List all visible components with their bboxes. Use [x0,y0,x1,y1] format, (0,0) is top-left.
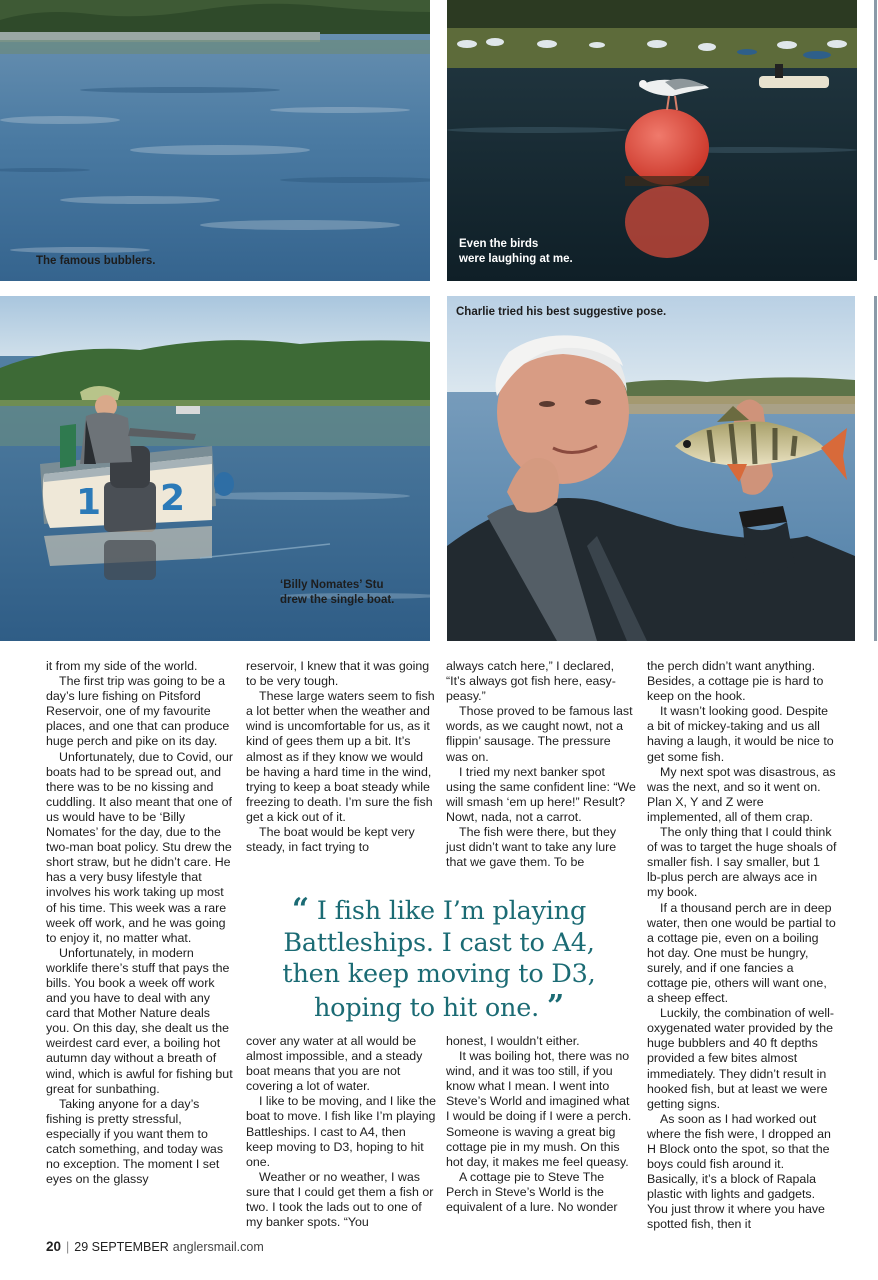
article-column-4 [647,659,837,1233]
paragraph: I tried my next banker spot using the same confident line: “We will smash ‘em up here!” Result? Nowt, nada, not a carrot. [446,764,636,824]
pull-quote-text: I fish like I’m playing Battleships. I cast to A4, then keep moving to D3, hoping to hit one. [282,896,596,1023]
caption-stu: ‘Billy Nomates’ Stu drew the single boat. [280,579,395,606]
paragraph: It wasn’t looking good. Despite a bit of mickey-taking and us all having a laugh, it would be nice to get some fish. [647,704,834,764]
page-edge-line-bottom [874,296,877,641]
paragraph: the perch didn’t want anything. Besides, a cottage pie is hard to keep on the hook. [647,659,824,704]
boat-number-right: 2 [160,478,186,519]
issue-date: 29 SEPTEMBER [74,1240,169,1254]
paragraph: The fish were there, but they just didn’t want to take any lure that we gave them. To be [446,825,617,870]
page-footer [46,1239,264,1254]
caption-birds: Even the birds were laughing at me. [459,238,573,265]
quote-open-mark: “ [291,892,309,927]
article-column-3-bottom [446,1034,636,1215]
paragraph: it from my side of the world. [46,659,198,673]
paragraph: Those proved to be famous last words, as we caught nowt, not a flippin’ sausage. The pressure was on. [446,704,633,764]
paragraph: cover any water at all would be almost impossible, and a steady boat means that you are not covering a lot of water. [246,1034,423,1094]
caption-charlie: Charlie tried his best suggestive pose. [456,306,667,318]
photo-bubblers [0,0,430,281]
paragraph: A cottage pie to Steve The Perch in Steve’s World is the equivalent of a lure. No wonder [446,1169,618,1215]
article-column-1 [46,659,236,1187]
paragraph: My next spot was disastrous, as was the next, and so it went on. Plan X, Y and Z were implemented, all of them crap. [647,764,836,824]
footer-separator: | [66,1240,70,1254]
article-column-2-top [246,659,436,855]
paragraph: Unfortunately, in modern worklife there’s stuff that pays the bills. You book a week off work and you have to deal with any card that Mother Nature deals you. On this day, she dealt us the weirdest card ever, a boiling hot autumn day without a breath of wind, which is awful for fishing but great for sunbathing. [46,945,233,1096]
paragraph: Luckily, the combination of well-oxygenated water provided by the huge bubblers and 40 ft depths provided a few bites almost immediately. They didn’t result in hooked fish, but at least we were getting signs. [647,1006,835,1111]
paragraph: honest, I wouldn’t either. [446,1034,580,1048]
paragraph: If a thousand perch are in deep water, then one would be partial to a cottage pie, even on a boiling hot day. One must be hungry, surely, and if one fancies a cottage pie, others will want one, a sheep effect. [647,900,836,1006]
page-number: 20 [46,1239,62,1254]
article-column-3-top [446,659,636,870]
article-column-2-bottom [246,1034,436,1230]
caption-bubblers: The famous bubblers. [36,255,156,267]
paragraph: These large waters seem to fish a lot better when the weather and wind is uncomfortable for us, as it kind of gees them up a bit. It’s almost as if they know we would be having a hard time in the wind, trying to keep a boat steady while freezing to death. I’m sure the fish get a kick out of it. [246,689,435,824]
page-edge-line-top [874,0,877,260]
photo-charlie-perch [447,296,855,641]
paragraph: always catch here,” I declared, “It’s always got fish here, easy-peasy.” [446,659,616,704]
paragraph: Taking anyone for a day’s fishing is pretty stressful, especially if you want them to catch something, and today was no exception. The moment I set eyes on the glassy [46,1096,224,1187]
paragraph: The first trip was going to be a day’s lure fishing on Pitsford Reservoir, one of my favourite places, and one that can produce huge perch and pike on its day. [46,674,230,749]
paragraph: As soon as I had worked out where the fish were, I dropped an H Block onto the spot, so that the boys could fish around it. Basically, it’s a block of Rapala plastic with lights and gadgets. You just throw it where you have spotted fish, then it [647,1111,831,1232]
pull-quote [262,894,616,1024]
paragraph: Unfortunately, due to Covid, our boats had to be spread out, and there was to be no kissing and cuddling. It also meant that one of us would have to be ‘Billy Nomates’ for the day, due to the two-man boat policy. Stu drew the short straw, but he didn’t care. He has a very busy lifestyle that involves his work taking up most of his time. This week was a rare week off work, and he was going to enjoy it, no matter what. [46,749,234,945]
quote-close-mark: ” [546,988,565,1024]
paragraph: reservoir, I knew that it was going to be very tough. [246,659,430,689]
boat-number-left: 1 [76,482,102,523]
charlie-perch-image [447,296,855,641]
paragraph: It was boiling hot, there was no wind, and it was too still, if you know what I mean. I went into Steve’s World and imagined what I would be doing if I were a perch. Someone is waving a great big cottage pie in my mush. On this hot day, it makes me feel queasy. [446,1049,632,1169]
paragraph: The only thing that I could think of was to target the huge shoals of smaller fish. I say smaller, but 1 lb-plus perch are always ace in my book. [647,825,837,900]
paragraph: The boat would be kept very steady, in fact trying to [246,825,415,855]
paragraph: Weather or no weather, I was sure that I could get them a fish or two. I took the lads out to one of my banker spots. “You [246,1169,434,1230]
bubblers-image [0,0,430,281]
site-name: anglersmail.com [172,1240,264,1254]
paragraph: I like to be moving, and I like the boat to move. I fish like I’m playing Battleships. I cast to A4, then keep moving to D3, hoping to hit one. [246,1094,437,1169]
